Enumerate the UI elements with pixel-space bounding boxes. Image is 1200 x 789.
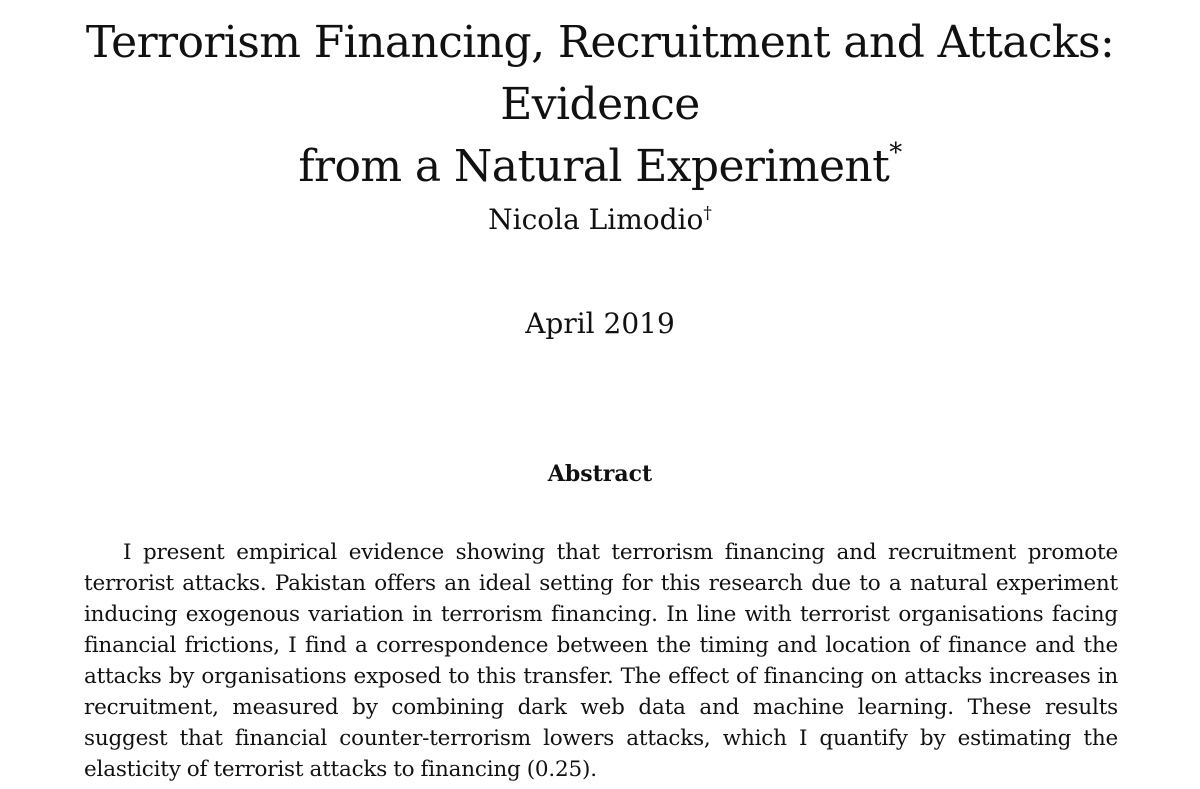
- paper-title-line-2: [0, 136, 1200, 198]
- author-name: Nicola Limodio: [488, 203, 704, 236]
- paper-title-line-1: Terrorism Financing, Recruitment and Attacks: Evidence: [85, 17, 1115, 130]
- paper-title-line-2-text: from a Natural Experiment: [298, 141, 890, 192]
- title-footnote-mark: *: [889, 138, 902, 169]
- author-line: [0, 200, 1200, 240]
- abstract-heading: Abstract: [547, 461, 653, 487]
- publication-date: April 2019: [525, 307, 675, 340]
- abstract-body: I present empirical evidence showing that terrorism financing and recruitment promote terrorist attacks. Pakistan offers an ideal setting for this research due to a natural experiment inducing exogenous variation in terrorism financing. In line with terrorist organisations facing financial frictions, I find a correspondence between the timing and location of finance and the attacks by organisations exposed to this transfer. The effect of financing on attacks increases in recruitment, measured by combining dark web data and machine learning. These results suggest that financial counter-terrorism lowers attacks, which I quantify by estimating the elasticity of terrorist attacks to financing (0.25).: [84, 539, 1118, 782]
- author-footnote-mark: †: [703, 203, 712, 224]
- paper-title: [0, 12, 1200, 198]
